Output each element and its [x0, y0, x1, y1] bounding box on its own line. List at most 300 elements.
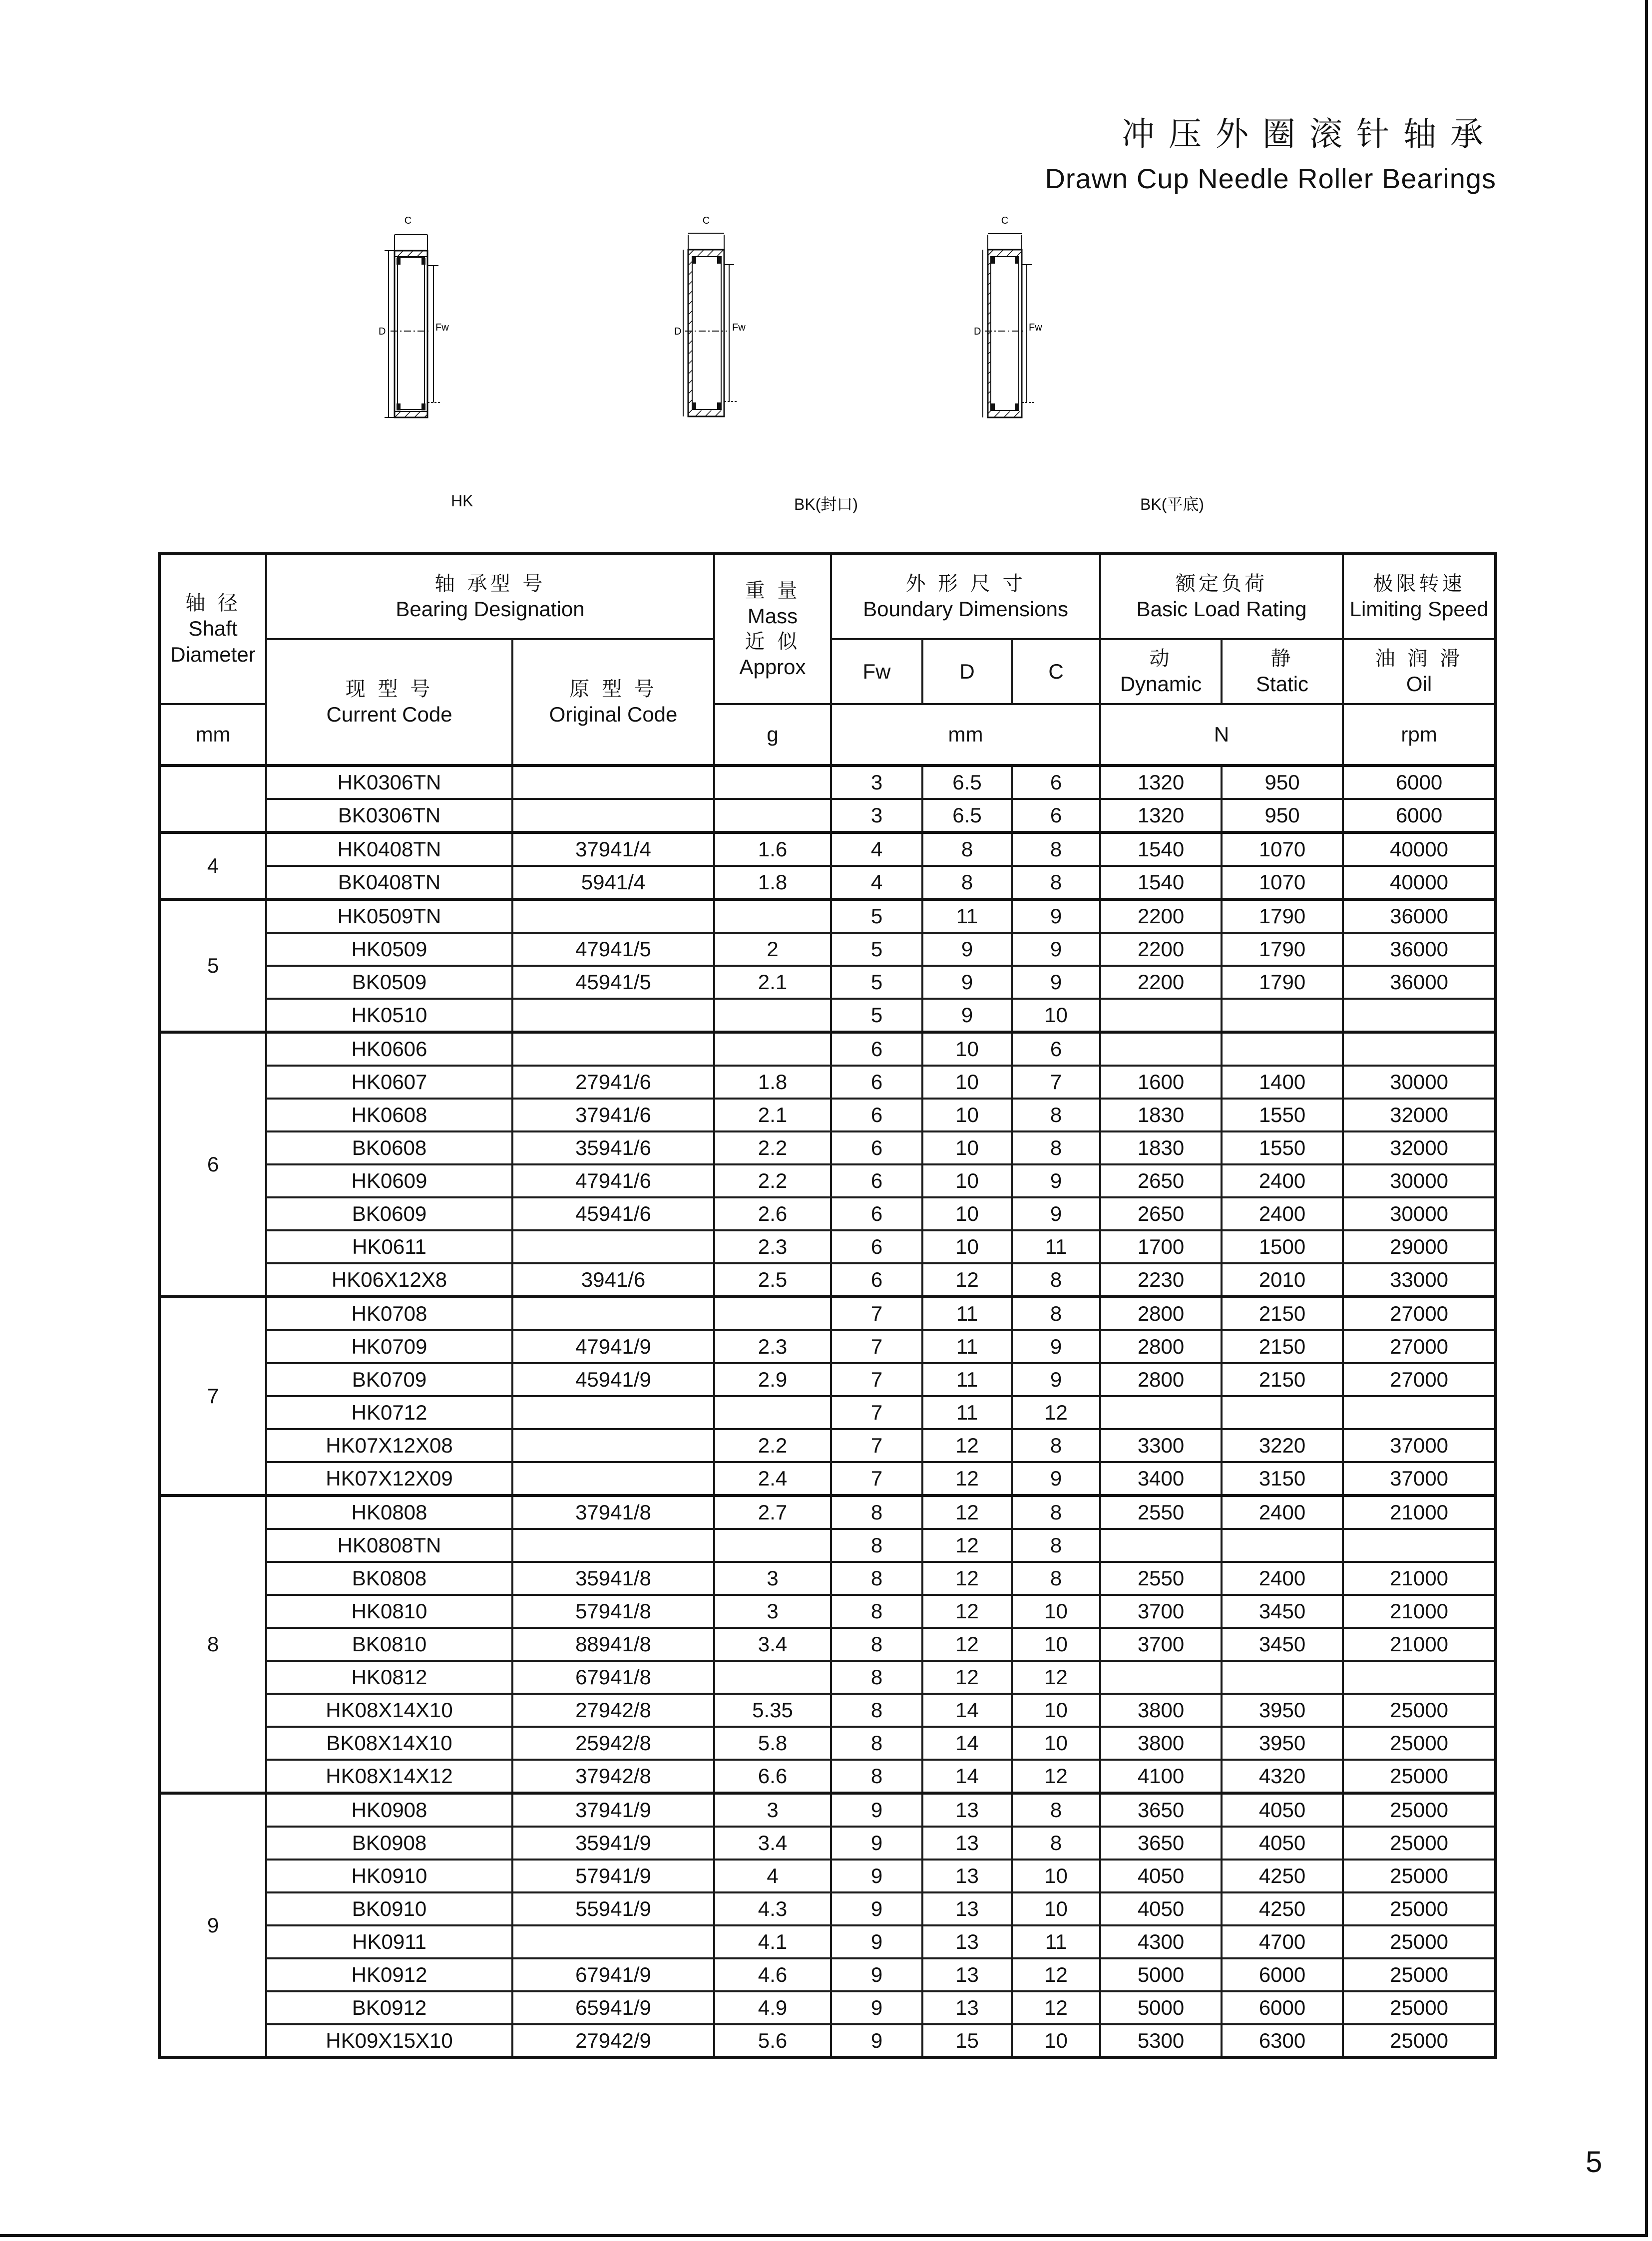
- table-row: [159, 1529, 1496, 1562]
- header-dynamic: 动 Dynamic: [1100, 639, 1222, 704]
- static-load-cell: 2150: [1222, 1363, 1343, 1396]
- c-cell: 9: [1012, 966, 1100, 999]
- current-code-cell: HK0606: [266, 1032, 512, 1066]
- unit-shaft: mm: [159, 704, 266, 765]
- d-cell: 12: [922, 1462, 1012, 1495]
- table-row: [159, 1562, 1496, 1595]
- mass-cell: 2.4: [714, 1462, 831, 1495]
- table-row: [159, 1462, 1496, 1495]
- static-load-cell: [1222, 1032, 1343, 1066]
- mass-cell: 4.1: [714, 1925, 831, 1958]
- fw-cell: 5: [831, 933, 922, 966]
- table-row: [159, 1628, 1496, 1661]
- table-row: [159, 1793, 1496, 1827]
- limiting-speed-cell: 32000: [1343, 1099, 1496, 1131]
- mass-cell: 3: [714, 1562, 831, 1595]
- dynamic-load-cell: 2200: [1100, 933, 1222, 966]
- fw-cell: 4: [831, 866, 922, 899]
- header-current-code: 现 型 号 Current Code: [266, 639, 512, 765]
- table-row: [159, 1727, 1496, 1760]
- fw-cell: 6: [831, 1263, 922, 1297]
- d-cell: 13: [922, 1958, 1012, 1991]
- dynamic-load-cell: 4050: [1100, 1860, 1222, 1892]
- static-load-cell: 3450: [1222, 1628, 1343, 1661]
- table-row: [159, 1330, 1496, 1363]
- dynamic-load-cell: 2650: [1100, 1197, 1222, 1230]
- static-load-cell: 2400: [1222, 1164, 1343, 1197]
- fw-cell: 5: [831, 999, 922, 1032]
- fw-cell: 7: [831, 1396, 922, 1429]
- mass-cell: 4: [714, 1860, 831, 1892]
- static-load-cell: 3450: [1222, 1595, 1343, 1628]
- static-load-cell: 2400: [1222, 1197, 1343, 1230]
- dynamic-load-cell: 2800: [1100, 1363, 1222, 1396]
- original-code-cell: 35941/6: [512, 1131, 714, 1164]
- limiting-speed-cell: 30000: [1343, 1197, 1496, 1230]
- diagram-label-hk: HK: [451, 492, 473, 510]
- mass-cell: 2.7: [714, 1495, 831, 1529]
- limiting-speed-cell: 27000: [1343, 1363, 1496, 1396]
- original-code-cell: 5941/4: [512, 866, 714, 899]
- dynamic-load-cell: 5000: [1100, 1958, 1222, 1991]
- fw-cell: 8: [831, 1694, 922, 1727]
- d-cell: 13: [922, 1827, 1012, 1860]
- table-row: [159, 1197, 1496, 1230]
- table-row: [159, 966, 1496, 999]
- d-cell: 10: [922, 1131, 1012, 1164]
- current-code-cell: BK0908: [266, 1827, 512, 1860]
- original-code-cell: 37941/4: [512, 832, 714, 866]
- current-code-cell: HK08X14X12: [266, 1760, 512, 1793]
- diagram-label-bk-flat: BK(平底): [1140, 495, 1205, 513]
- current-code-cell: BK0306TN: [266, 799, 512, 832]
- static-load-cell: 1070: [1222, 866, 1343, 899]
- mass-cell: 4.6: [714, 1958, 831, 1991]
- dynamic-load-cell: 5300: [1100, 2024, 1222, 2058]
- original-code-cell: 27942/8: [512, 1694, 714, 1727]
- current-code-cell: HK0709: [266, 1330, 512, 1363]
- limiting-speed-cell: 33000: [1343, 1263, 1496, 1297]
- current-code-cell: HK0708: [266, 1297, 512, 1330]
- fw-cell: 8: [831, 1628, 922, 1661]
- dynamic-load-cell: 1830: [1100, 1099, 1222, 1131]
- c-cell: 9: [1012, 899, 1100, 933]
- original-code-cell: 88941/8: [512, 1628, 714, 1661]
- header-c: C: [1012, 639, 1100, 704]
- fw-cell: 9: [831, 1958, 922, 1991]
- table-row: [159, 799, 1496, 832]
- static-load-cell: 1070: [1222, 832, 1343, 866]
- dynamic-load-cell: 2230: [1100, 1263, 1222, 1297]
- original-code-cell: 67941/9: [512, 1958, 714, 1991]
- d-cell: 12: [922, 1595, 1012, 1628]
- current-code-cell: BK0608: [266, 1131, 512, 1164]
- static-load-cell: [1222, 1661, 1343, 1694]
- limiting-speed-cell: 6000: [1343, 799, 1496, 832]
- table-row: [159, 999, 1496, 1032]
- svg-text:Fw: Fw: [732, 322, 746, 333]
- table-row: [159, 1860, 1496, 1892]
- bearing-spec-table: [158, 552, 1497, 2059]
- original-code-cell: [512, 1925, 714, 1958]
- limiting-speed-cell: 25000: [1343, 1827, 1496, 1860]
- table-row: [159, 1892, 1496, 1925]
- d-cell: 12: [922, 1263, 1012, 1297]
- d-cell: 12: [922, 1495, 1012, 1529]
- current-code-cell: BK08X14X10: [266, 1727, 512, 1760]
- limiting-speed-cell: 37000: [1343, 1429, 1496, 1462]
- mass-cell: 4.3: [714, 1892, 831, 1925]
- dynamic-load-cell: 2800: [1100, 1330, 1222, 1363]
- original-code-cell: 57941/9: [512, 1860, 714, 1892]
- static-load-cell: 2010: [1222, 1263, 1343, 1297]
- d-cell: 10: [922, 1066, 1012, 1099]
- svg-text:C: C: [1001, 215, 1009, 226]
- d-cell: 15: [922, 2024, 1012, 2058]
- table-header: [159, 554, 1496, 765]
- table-row: [159, 1694, 1496, 1727]
- limiting-speed-cell: [1343, 1529, 1496, 1562]
- shaft-diameter-cell: [159, 765, 266, 832]
- c-cell: 8: [1012, 1099, 1100, 1131]
- c-cell: 9: [1012, 1197, 1100, 1230]
- mass-cell: [714, 799, 831, 832]
- current-code-cell: HK0607: [266, 1066, 512, 1099]
- d-cell: 10: [922, 1197, 1012, 1230]
- limiting-speed-cell: 25000: [1343, 1958, 1496, 1991]
- c-cell: 8: [1012, 866, 1100, 899]
- current-code-cell: BK0910: [266, 1892, 512, 1925]
- d-cell: 13: [922, 1793, 1012, 1827]
- bk-sealed-cross-section-icon: [674, 200, 974, 479]
- shaft-diameter-cell: 9: [159, 1793, 266, 2058]
- table-row: [159, 1958, 1496, 1991]
- dynamic-load-cell: 3400: [1100, 1462, 1222, 1495]
- d-cell: 10: [922, 1164, 1012, 1197]
- c-cell: 12: [1012, 1760, 1100, 1793]
- dynamic-load-cell: 1600: [1100, 1066, 1222, 1099]
- limiting-speed-cell: 37000: [1343, 1462, 1496, 1495]
- page-number: 5: [1586, 2145, 1603, 2179]
- mass-cell: 2.2: [714, 1164, 831, 1197]
- d-cell: 13: [922, 1925, 1012, 1958]
- header-basic-load-rating: 额定负荷 Basic Load Rating: [1100, 554, 1343, 639]
- limiting-speed-cell: 27000: [1343, 1330, 1496, 1363]
- original-code-cell: 37941/9: [512, 1793, 714, 1827]
- mass-cell: 3.4: [714, 1827, 831, 1860]
- dynamic-load-cell: [1100, 1396, 1222, 1429]
- d-cell: 12: [922, 1429, 1012, 1462]
- d-cell: 14: [922, 1727, 1012, 1760]
- static-load-cell: [1222, 999, 1343, 1032]
- header-shaft-diameter: 轴 径 Shaft Diameter: [159, 554, 266, 704]
- current-code-cell: BK0912: [266, 1991, 512, 2024]
- svg-text:Fw: Fw: [435, 322, 449, 333]
- mass-cell: 2.1: [714, 966, 831, 999]
- table-row: [159, 1164, 1496, 1197]
- original-code-cell: 35941/9: [512, 1827, 714, 1860]
- static-load-cell: 3220: [1222, 1429, 1343, 1462]
- d-cell: 11: [922, 1330, 1012, 1363]
- dynamic-load-cell: 3800: [1100, 1694, 1222, 1727]
- original-code-cell: 27941/6: [512, 1066, 714, 1099]
- current-code-cell: HK0306TN: [266, 765, 512, 799]
- current-code-cell: HK06X12X8: [266, 1263, 512, 1297]
- static-load-cell: 2400: [1222, 1495, 1343, 1529]
- fw-cell: 9: [831, 1860, 922, 1892]
- d-cell: 12: [922, 1529, 1012, 1562]
- current-code-cell: HK09X15X10: [266, 2024, 512, 2058]
- mass-cell: 1.6: [714, 832, 831, 866]
- fw-cell: 8: [831, 1661, 922, 1694]
- shaft-diameter-cell: 4: [159, 832, 266, 899]
- original-code-cell: [512, 1529, 714, 1562]
- table-row: [159, 1661, 1496, 1694]
- fw-cell: 9: [831, 1925, 922, 1958]
- static-load-cell: 4050: [1222, 1827, 1343, 1860]
- c-cell: 8: [1012, 1793, 1100, 1827]
- c-cell: 9: [1012, 1330, 1100, 1363]
- static-load-cell: 1790: [1222, 899, 1343, 933]
- original-code-cell: 47941/6: [512, 1164, 714, 1197]
- mass-cell: 1.8: [714, 866, 831, 899]
- current-code-cell: HK0808TN: [266, 1529, 512, 1562]
- static-load-cell: 950: [1222, 799, 1343, 832]
- static-load-cell: 3950: [1222, 1727, 1343, 1760]
- mass-cell: [714, 765, 831, 799]
- table-row: [159, 1595, 1496, 1628]
- diagram-hk: [375, 200, 674, 524]
- mass-cell: 2.1: [714, 1099, 831, 1131]
- d-cell: 10: [922, 1099, 1012, 1131]
- fw-cell: 9: [831, 1991, 922, 2024]
- dynamic-load-cell: [1100, 1529, 1222, 1562]
- bk-flat-cross-section-icon: [974, 200, 1273, 479]
- original-code-cell: [512, 1429, 714, 1462]
- d-cell: 13: [922, 1991, 1012, 2024]
- svg-text:D: D: [379, 326, 386, 337]
- static-load-cell: [1222, 1529, 1343, 1562]
- d-cell: 13: [922, 1892, 1012, 1925]
- limiting-speed-cell: 27000: [1343, 1297, 1496, 1330]
- current-code-cell: BK0808: [266, 1562, 512, 1595]
- current-code-cell: HK0611: [266, 1230, 512, 1263]
- table-row: [159, 1297, 1496, 1330]
- fw-cell: 5: [831, 966, 922, 999]
- mass-cell: 3.4: [714, 1628, 831, 1661]
- table-row: [159, 1991, 1496, 2024]
- c-cell: 9: [1012, 1363, 1100, 1396]
- header-bearing-designation: 轴 承型 号 Bearing Designation: [266, 554, 714, 639]
- static-load-cell: 1550: [1222, 1131, 1343, 1164]
- fw-cell: 7: [831, 1429, 922, 1462]
- table-row: [159, 1429, 1496, 1462]
- dynamic-load-cell: [1100, 999, 1222, 1032]
- limiting-speed-cell: [1343, 1032, 1496, 1066]
- table-row: [159, 832, 1496, 866]
- d-cell: 11: [922, 899, 1012, 933]
- c-cell: 9: [1012, 1164, 1100, 1197]
- c-cell: 7: [1012, 1066, 1100, 1099]
- fw-cell: 3: [831, 799, 922, 832]
- svg-text:D: D: [674, 326, 682, 337]
- original-code-cell: 55941/9: [512, 1892, 714, 1925]
- fw-cell: 6: [831, 1164, 922, 1197]
- current-code-cell: HK0609: [266, 1164, 512, 1197]
- c-cell: 10: [1012, 1860, 1100, 1892]
- header-oil: 油 润 滑 Oil: [1343, 639, 1496, 704]
- c-cell: 10: [1012, 999, 1100, 1032]
- current-code-cell: HK0912: [266, 1958, 512, 1991]
- static-load-cell: 1400: [1222, 1066, 1343, 1099]
- limiting-speed-cell: 32000: [1343, 1131, 1496, 1164]
- header-boundary-dimensions: 外 形 尺 寸 Boundary Dimensions: [831, 554, 1100, 639]
- original-code-cell: [512, 1297, 714, 1330]
- c-cell: 8: [1012, 1297, 1100, 1330]
- limiting-speed-cell: 40000: [1343, 866, 1496, 899]
- original-code-cell: 45941/9: [512, 1363, 714, 1396]
- diagram-label-bk-sealed: BK(封口): [794, 495, 858, 513]
- limiting-speed-cell: 25000: [1343, 1892, 1496, 1925]
- table-row: [159, 1131, 1496, 1164]
- table-row: [159, 2024, 1496, 2058]
- original-code-cell: 37942/8: [512, 1760, 714, 1793]
- limiting-speed-cell: 25000: [1343, 2024, 1496, 2058]
- fw-cell: 6: [831, 1032, 922, 1066]
- c-cell: 8: [1012, 1562, 1100, 1595]
- current-code-cell: HK0712: [266, 1396, 512, 1429]
- mass-cell: [714, 899, 831, 933]
- shaft-diameter-cell: 8: [159, 1495, 266, 1793]
- dynamic-load-cell: 3650: [1100, 1793, 1222, 1827]
- static-load-cell: 1790: [1222, 933, 1343, 966]
- d-cell: 9: [922, 966, 1012, 999]
- table-row: [159, 1827, 1496, 1860]
- mass-cell: [714, 1529, 831, 1562]
- svg-text:Fw: Fw: [1029, 322, 1042, 333]
- c-cell: 8: [1012, 1131, 1100, 1164]
- dynamic-load-cell: [1100, 1661, 1222, 1694]
- header-original-code: 原 型 号 Original Code: [512, 639, 714, 765]
- mass-cell: 5.35: [714, 1694, 831, 1727]
- current-code-cell: HK0911: [266, 1925, 512, 1958]
- mass-cell: [714, 1396, 831, 1429]
- header-d: D: [922, 639, 1012, 704]
- current-code-cell: HK0408TN: [266, 832, 512, 866]
- table-row: [159, 1495, 1496, 1529]
- table-row: [159, 866, 1496, 899]
- d-cell: 8: [922, 866, 1012, 899]
- c-cell: 12: [1012, 1396, 1100, 1429]
- c-cell: 6: [1012, 1032, 1100, 1066]
- static-load-cell: [1222, 1396, 1343, 1429]
- c-cell: 8: [1012, 832, 1100, 866]
- current-code-cell: HK07X12X08: [266, 1429, 512, 1462]
- c-cell: 10: [1012, 1892, 1100, 1925]
- c-cell: 6: [1012, 765, 1100, 799]
- current-code-cell: BK0709: [266, 1363, 512, 1396]
- limiting-speed-cell: 25000: [1343, 1727, 1496, 1760]
- original-code-cell: [512, 1032, 714, 1066]
- header-fw: Fw: [831, 639, 922, 704]
- c-cell: 10: [1012, 1595, 1100, 1628]
- current-code-cell: HK0910: [266, 1860, 512, 1892]
- original-code-cell: 47941/5: [512, 933, 714, 966]
- mass-cell: 6.6: [714, 1760, 831, 1793]
- dynamic-load-cell: 3800: [1100, 1727, 1222, 1760]
- current-code-cell: BK0609: [266, 1197, 512, 1230]
- dynamic-load-cell: 2200: [1100, 899, 1222, 933]
- d-cell: 14: [922, 1760, 1012, 1793]
- dynamic-load-cell: [1100, 1032, 1222, 1066]
- fw-cell: 6: [831, 1197, 922, 1230]
- shaft-diameter-cell: 5: [159, 899, 266, 1032]
- header-mass: 重 量 Mass 近 似 Approx: [714, 554, 831, 704]
- diagram-bk-sealed: [674, 200, 974, 524]
- original-code-cell: 25942/8: [512, 1727, 714, 1760]
- diagram-bk-flat: [974, 200, 1273, 524]
- d-cell: 11: [922, 1363, 1012, 1396]
- original-code-cell: [512, 1462, 714, 1495]
- d-cell: 11: [922, 1297, 1012, 1330]
- c-cell: 10: [1012, 1694, 1100, 1727]
- table-row: [159, 1099, 1496, 1131]
- table-row: [159, 765, 1496, 799]
- current-code-cell: HK0509: [266, 933, 512, 966]
- static-load-cell: 2150: [1222, 1330, 1343, 1363]
- fw-cell: 9: [831, 1793, 922, 1827]
- original-code-cell: [512, 765, 714, 799]
- shaft-diameter-cell: 7: [159, 1297, 266, 1495]
- svg-text:C: C: [702, 215, 710, 226]
- header-limiting-speed: 极限转速 Limiting Speed: [1343, 554, 1496, 639]
- dynamic-load-cell: 3300: [1100, 1429, 1222, 1462]
- limiting-speed-cell: 29000: [1343, 1230, 1496, 1263]
- original-code-cell: 45941/6: [512, 1197, 714, 1230]
- mass-cell: 3: [714, 1793, 831, 1827]
- original-code-cell: 35941/8: [512, 1562, 714, 1595]
- mass-cell: 2.3: [714, 1230, 831, 1263]
- current-code-cell: HK07X12X09: [266, 1462, 512, 1495]
- limiting-speed-cell: 36000: [1343, 899, 1496, 933]
- c-cell: 6: [1012, 799, 1100, 832]
- dynamic-load-cell: 2550: [1100, 1495, 1222, 1529]
- limiting-speed-cell: [1343, 1396, 1496, 1429]
- d-cell: 9: [922, 933, 1012, 966]
- d-cell: 11: [922, 1396, 1012, 1429]
- d-cell: 13: [922, 1860, 1012, 1892]
- limiting-speed-cell: 30000: [1343, 1066, 1496, 1099]
- c-cell: 11: [1012, 1230, 1100, 1263]
- static-load-cell: 6000: [1222, 1991, 1343, 2024]
- fw-cell: 7: [831, 1330, 922, 1363]
- current-code-cell: HK0908: [266, 1793, 512, 1827]
- limiting-speed-cell: [1343, 1661, 1496, 1694]
- static-load-cell: 4320: [1222, 1760, 1343, 1793]
- title-chinese: 冲压外圈滚针轴承: [1122, 115, 1497, 153]
- limiting-speed-cell: 21000: [1343, 1562, 1496, 1595]
- mass-cell: 2.3: [714, 1330, 831, 1363]
- fw-cell: 3: [831, 765, 922, 799]
- c-cell: 12: [1012, 1661, 1100, 1694]
- limiting-speed-cell: 36000: [1343, 966, 1496, 999]
- fw-cell: 7: [831, 1363, 922, 1396]
- limiting-speed-cell: 21000: [1343, 1595, 1496, 1628]
- fw-cell: 8: [831, 1595, 922, 1628]
- current-code-cell: HK0810: [266, 1595, 512, 1628]
- table-row: [159, 899, 1496, 933]
- fw-cell: 9: [831, 1892, 922, 1925]
